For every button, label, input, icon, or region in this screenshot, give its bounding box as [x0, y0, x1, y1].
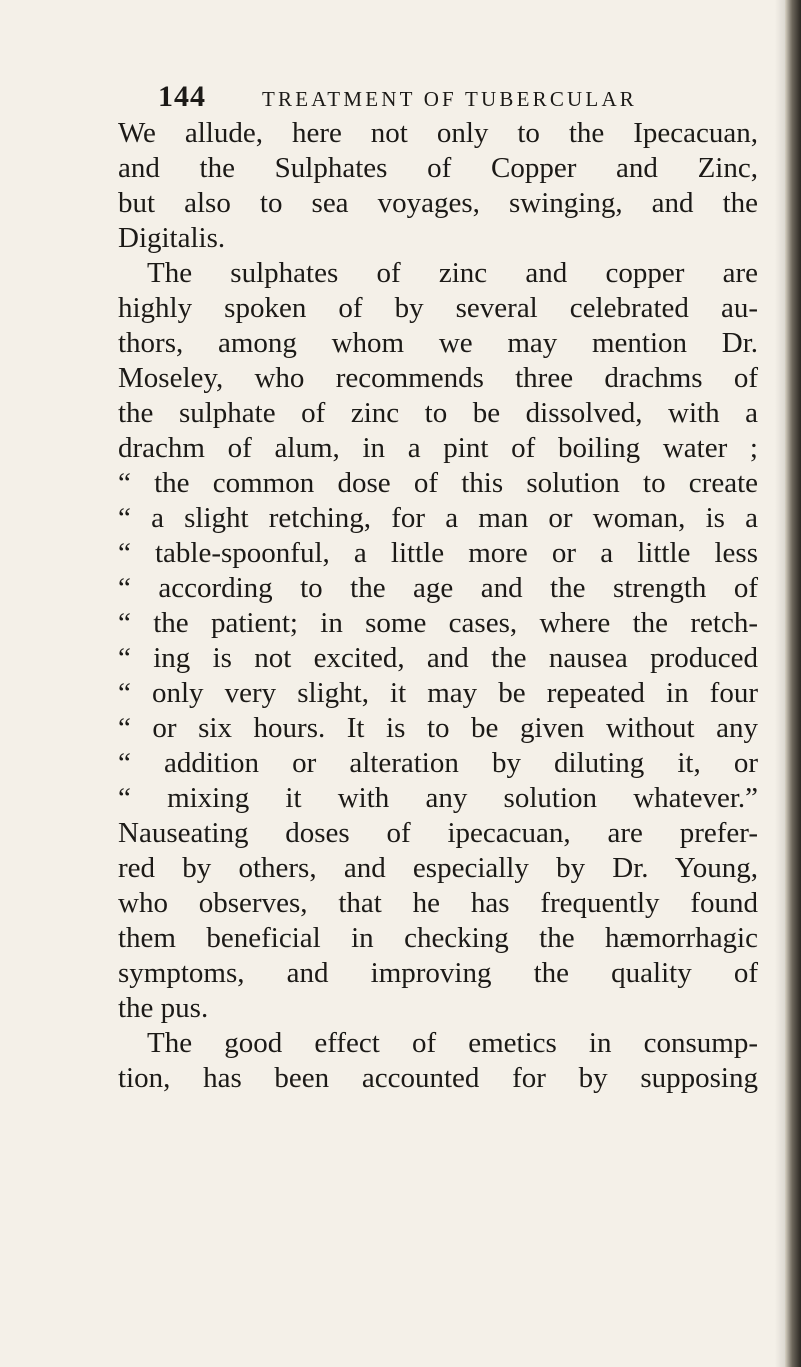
text-line: “ ing is not excited, and the nausea produced [118, 642, 758, 674]
text-line: “ a slight retching, for a man or woman, is a [118, 502, 758, 534]
text-line: tion, has been accounted for by supposing [118, 1062, 758, 1094]
text-line: thors, among whom we may mention Dr. [118, 327, 758, 359]
text-line: “ table-spoonful, a little more or a little less [118, 537, 758, 569]
text-line: Digitalis. [118, 222, 226, 254]
text-line: the sulphate of zinc to be dissolved, with a [118, 397, 758, 429]
text-line: them beneficial in checking the hæmorrhagic [118, 922, 758, 954]
page-number: 144 [158, 80, 206, 113]
text-line: who observes, that he has frequently found [118, 887, 758, 919]
page-header [158, 80, 718, 120]
text-line: “ mixing it with any solution whatever.” [118, 782, 758, 814]
body-text [118, 116, 758, 1096]
text-line: and the Sulphates of Copper and Zinc, [118, 152, 758, 184]
text-line: the pus. [118, 992, 209, 1024]
text-line: Moseley, who recommends three drachms of [118, 362, 758, 394]
text-line: “ the patient; in some cases, where the retch- [118, 607, 758, 639]
text-line: “ according to the age and the strength of [118, 572, 758, 604]
page-gutter-shadow [775, 0, 785, 1367]
text-line: We allude, here not only to the Ipecacuan, [118, 117, 758, 149]
text-line: drachm of alum, in a pint of boiling water ; [118, 432, 758, 464]
text-line: The good effect of emetics in consump- [147, 1027, 758, 1059]
running-head: TREATMENT OF TUBERCULAR [262, 87, 638, 111]
text-line: “ addition or alteration by diluting it, or [118, 747, 758, 779]
text-line: “ only very slight, it may be repeated in four [118, 677, 758, 709]
text-line: highly spoken of by several celebrated au- [118, 292, 758, 324]
text-line: symptoms, and improving the quality of [118, 957, 758, 989]
text-line: red by others, and especially by Dr. Young, [118, 852, 758, 884]
text-line: but also to sea voyages, swinging, and the [118, 187, 758, 219]
text-line: The sulphates of zinc and copper are [147, 257, 758, 289]
text-line: “ the common dose of this solution to create [118, 467, 758, 499]
text-line: “ or six hours. It is to be given without any [118, 712, 758, 744]
text-line: Nauseating doses of ipecacuan, are prefer- [118, 817, 758, 849]
page-edge [785, 0, 801, 1367]
